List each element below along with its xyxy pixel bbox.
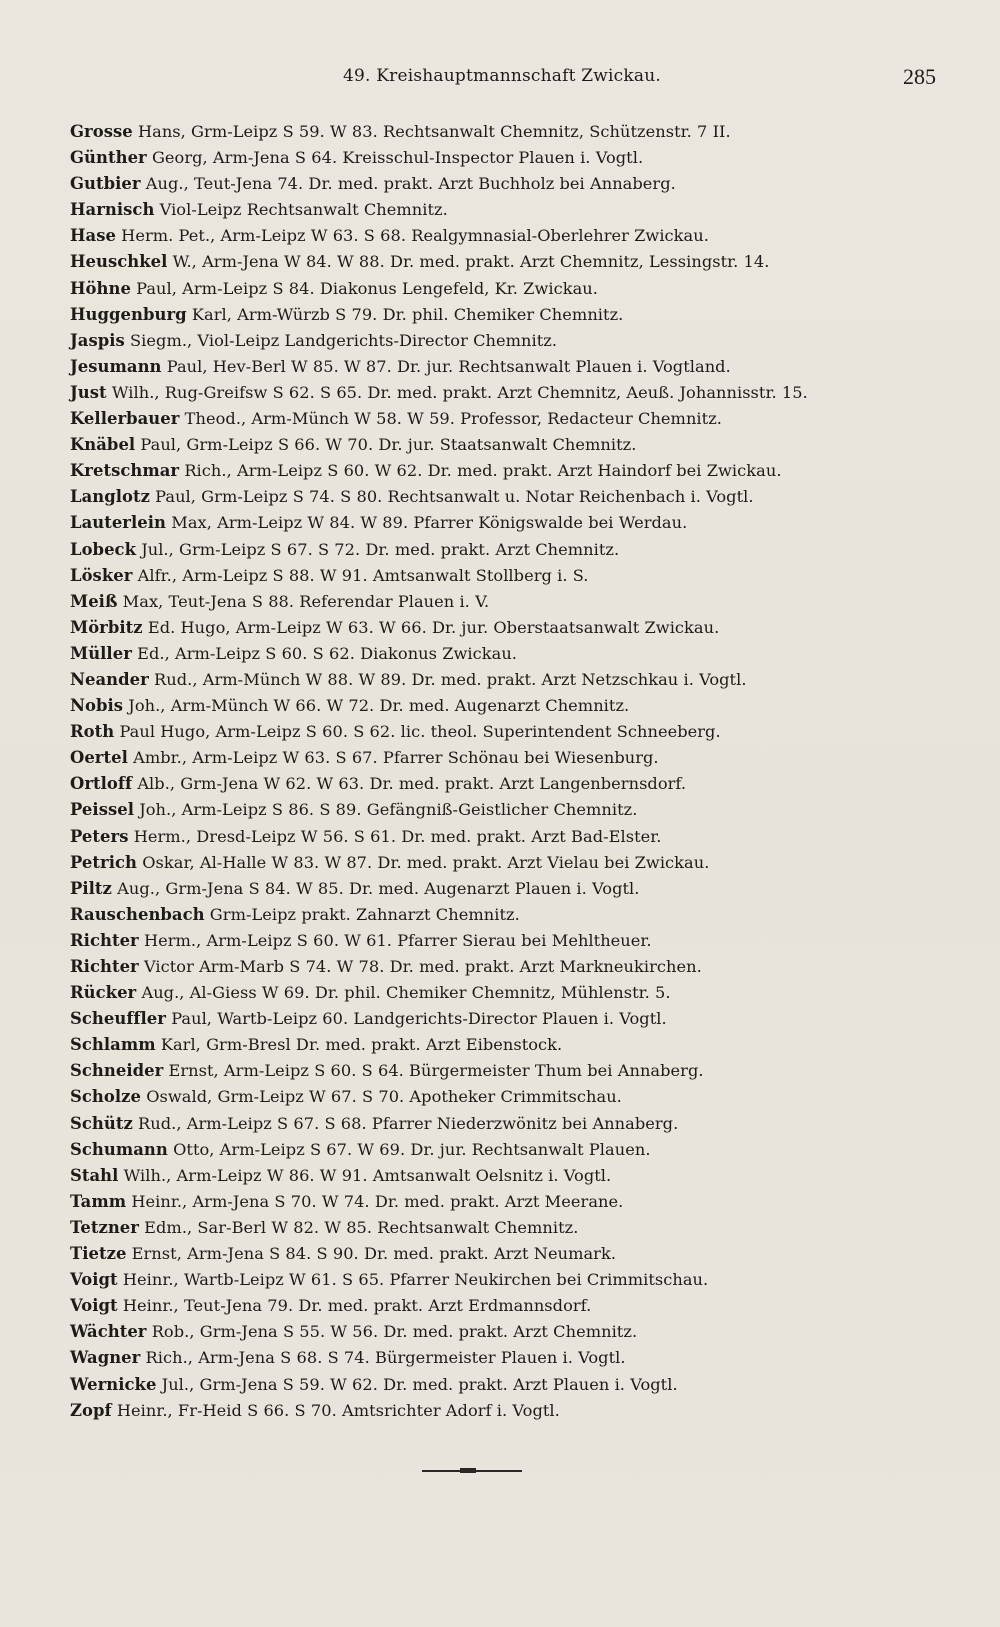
list-item [70,1241,970,1267]
member-surname: Gutbier [70,174,141,194]
member-surname: Schütz [70,1113,133,1133]
list-item [70,276,970,302]
list-item [70,1267,970,1293]
member-details: Jul., Grm-Leipz S 67. S 72. Dr. med. prakt. Arzt Chemnitz. [141,539,620,559]
list-item [70,1111,970,1137]
running-title: 49. Kreishauptmannschaft Zwickau. [343,66,661,86]
member-details: Aug., Grm-Jena S 84. W 85. Dr. med. Augenarzt Plauen i. Vogtl. [117,878,640,898]
member-details: Paul, Grm-Leipz S 74. S 80. Rechtsanwalt u. Notar Reichenbach i. Vogtl. [155,487,754,507]
member-details: Oskar, Al-Halle W 83. W 87. Dr. med. prakt. Arzt Vielau bei Zwickau. [142,852,710,872]
member-surname: Tietze [70,1244,127,1264]
member-surname: Peissel [70,800,134,820]
list-item [70,954,970,980]
member-surname: Scheuffler [70,1009,166,1029]
member-details: Paul, Arm-Leipz S 84. Diakonus Lengefeld, Kr. Zwickau. [136,278,598,298]
page-header [0,66,1000,98]
member-surname: Jaspis [70,330,125,350]
member-surname: Müller [70,643,132,663]
member-details: Karl, Arm-Würzb S 79. Dr. phil. Chemiker Chemnitz. [191,304,624,324]
list-item [70,641,970,667]
member-details: Oswald, Grm-Leipz W 67. S 70. Apotheker Crimmitschau. [146,1087,622,1107]
member-surname: Schumann [70,1139,168,1159]
page-number: 285 [903,64,936,89]
member-details: Ambr., Arm-Leipz W 63. S 67. Pfarrer Schönau bei Wiesenburg. [133,748,659,768]
member-surname: Petrich [70,852,137,872]
member-details: Siegm., Viol-Leipz Landgerichts-Director Chemnitz. [130,330,558,350]
member-surname: Richter [70,957,139,976]
member-details: Alfr., Arm-Leipz S 88. W 91. Amtsanwalt Stollberg i. S. [137,565,589,585]
list-item [70,797,970,823]
end-rule [422,1470,522,1472]
member-surname: Rauschenbach [70,904,205,924]
member-details: Ed. Hugo, Arm-Leipz W 63. W 66. Dr. jur. Oberstaatsanwalt Zwickau. [147,617,720,637]
list-item [70,537,970,563]
list-item [70,484,970,510]
list-item [70,1084,970,1110]
member-surname: Piltz [70,878,112,898]
list-item [70,719,970,745]
list-item [70,1372,970,1398]
list-item [70,458,970,484]
member-surname: Stahl [70,1165,119,1185]
member-details: Georg, Arm-Jena S 64. Kreisschul-Inspector Plauen i. Vogtl. [151,148,644,168]
member-surname: Voigt [70,1270,118,1290]
member-surname: Wächter [70,1322,147,1342]
member-surname: Huggenburg [70,304,187,324]
list-item [70,1058,970,1084]
member-details: Heinr., Arm-Jena S 70. W 74. Dr. med. prakt. Arzt Meerane. [131,1191,624,1211]
member-surname: Lauterlein [70,513,166,533]
member-surname: Ortloff [70,774,133,794]
member-surname: Nobis [70,696,124,716]
member-surname: Rücker [70,983,137,1003]
member-details: Theod., Arm-Münch W 58. W 59. Professor, Redacteur Chemnitz. [184,409,722,429]
member-surname: Meiß [70,591,118,611]
member-surname: Heuschkel [70,252,168,272]
member-details: Ernst, Arm-Leipz S 60. S 64. Bürgermeister Thum bei Annaberg. [168,1061,704,1081]
list-item [70,615,970,641]
member-details: Grm-Leipz prakt. Zahnarzt Chemnitz. [209,904,520,924]
member-surname: Knäbel [70,435,136,455]
list-item [70,354,970,380]
member-details: Rud., Arm-Münch W 88. W 89. Dr. med. prakt. Arzt Netzschkau i. Vogtl. [154,669,747,689]
member-details: Heinr., Fr-Heid S 66. S 70. Amtsrichter Adorf i. Vogtl. [116,1400,560,1420]
list-item [70,223,970,249]
member-surname: Jesumann [70,356,162,376]
member-details: Herm. Pet., Arm-Leipz W 63. S 68. Realgymnasial-Oberlehrer Zwickau. [121,226,709,246]
member-details: Heinr., Wartb-Leipz W 61. S 65. Pfarrer Neukirchen bei Crimmitschau. [122,1270,709,1290]
member-details: Paul, Hev-Berl W 85. W 87. Dr. jur. Rechtsanwalt Plauen i. Vogtland. [166,356,731,376]
member-surname: Kretschmar [70,461,180,481]
member-details: Ernst, Arm-Jena S 84. S 90. Dr. med. prakt. Arzt Neumark. [131,1244,617,1264]
member-details: Aug., Teut-Jena 74. Dr. med. prakt. Arzt Buchholz bei Annaberg. [145,174,676,194]
list-item [70,119,970,145]
member-details: Karl, Grm-Bresl Dr. med. prakt. Arzt Eibenstock. [160,1035,563,1055]
list-item [70,510,970,536]
member-surname: Lobeck [70,539,136,559]
member-surname: Richter [70,930,139,950]
member-surname: Scholze [70,1087,141,1107]
list-item [70,693,970,719]
member-details: Victor Arm-Marb S 74. W 78. Dr. med. prakt. Arzt Markneukirchen. [143,957,702,976]
member-surname: Höhne [70,278,131,298]
member-surname: Mörbitz [70,617,143,637]
member-details: Max, Arm-Leipz W 84. W 89. Pfarrer Königswalde bei Werdau. [171,513,688,533]
member-surname: Schlamm [70,1035,156,1055]
list-item [70,1293,970,1319]
member-surname: Just [70,382,107,402]
member-details: Rich., Arm-Leipz S 60. W 62. Dr. med. prakt. Arzt Haindorf bei Zwickau. [184,461,782,481]
member-details: Rud., Arm-Leipz S 67. S 68. Pfarrer Niederzwönitz bei Annaberg. [138,1113,679,1133]
list-item [70,1215,970,1241]
list-item [70,406,970,432]
list-item [70,1398,970,1424]
list-item [70,850,970,876]
member-details: Paul Hugo, Arm-Leipz S 60. S 62. lic. theol. Superintendent Schneeberg. [119,722,721,742]
member-details: Herm., Dresd-Leipz W 56. S 61. Dr. med. prakt. Arzt Bad-Elster. [133,826,662,846]
member-details: Joh., Arm-Leipz S 86. S 89. Gefängniß-Geistlicher Chemnitz. [139,800,638,820]
list-item [70,928,970,954]
member-details: Viol-Leipz Rechtsanwalt Chemnitz. [159,200,448,220]
list-item [70,745,970,771]
member-details: Joh., Arm-Münch W 66. W 72. Dr. med. Augenarzt Chemnitz. [128,696,630,716]
list-item [70,302,970,328]
member-surname: Zopf [70,1400,112,1420]
member-surname: Tetzner [70,1217,139,1237]
member-surname: Lösker [70,565,133,585]
member-surname: Wernicke [70,1374,157,1394]
member-surname: Günther [70,148,147,168]
member-details: Ed., Arm-Leipz S 60. S 62. Diakonus Zwickau. [137,643,517,663]
member-surname: Oertel [70,748,128,768]
member-details: Wilh., Arm-Leipz W 86. W 91. Amtsanwalt Oelsnitz i. Vogtl. [123,1165,612,1185]
member-details: Rob., Grm-Jena S 55. W 56. Dr. med. prakt. Arzt Chemnitz. [151,1322,638,1342]
member-surname: Roth [70,722,115,742]
list-item [70,771,970,797]
list-item [70,980,970,1006]
member-details: Hans, Grm-Leipz S 59. W 83. Rechtsanwalt Chemnitz, Schützenstr. 7 II. [137,122,731,141]
list-item [70,171,970,197]
member-surname: Neander [70,669,149,689]
list-item [70,589,970,615]
member-surname: Tamm [70,1191,127,1211]
list-item [70,902,970,928]
member-details: Heinr., Teut-Jena 79. Dr. med. prakt. Arzt Erdmannsdorf. [122,1296,592,1316]
member-surname: Harnisch [70,200,155,220]
list-item [70,1163,970,1189]
list-item [70,380,970,406]
member-details: Wilh., Rug-Greifsw S 62. S 65. Dr. med. prakt. Arzt Chemnitz, Aeuß. Johannisstr. 15. [111,382,808,402]
member-details: Rich., Arm-Jena S 68. S 74. Bürgermeister Plauen i. Vogtl. [145,1348,626,1368]
member-details: W., Arm-Jena W 84. W 88. Dr. med. prakt. Arzt Chemnitz, Lessingstr. 14. [172,252,770,272]
list-item [70,876,970,902]
member-details: Max, Teut-Jena S 88. Referendar Plauen i. V. [122,591,490,611]
list-item [70,1032,970,1058]
member-details: Paul, Grm-Leipz S 66. W 70. Dr. jur. Staatsanwalt Chemnitz. [140,435,637,455]
member-surname: Grosse [70,122,133,141]
member-details: Paul, Wartb-Leipz 60. Landgerichts-Director Plauen i. Vogtl. [171,1009,667,1029]
list-item [70,1137,970,1163]
member-details: Herm., Arm-Leipz S 60. W 61. Pfarrer Sierau bei Mehltheuer. [143,930,652,950]
member-details: Aug., Al-Giess W 69. Dr. phil. Chemiker Chemnitz, Mühlenstr. 5. [141,983,671,1003]
member-surname: Langlotz [70,487,150,507]
member-surname: Schneider [70,1061,164,1081]
list-item [70,1189,970,1215]
member-surname: Kellerbauer [70,409,180,429]
member-surname: Hase [70,226,116,246]
list-item [70,432,970,458]
list-item [70,145,970,171]
list-item [70,1006,970,1032]
member-details: Otto, Arm-Leipz S 67. W 69. Dr. jur. Rechtsanwalt Plauen. [173,1139,651,1159]
list-item [70,1319,970,1345]
list-item [70,328,970,354]
member-list [70,119,970,1424]
member-surname: Wagner [70,1348,141,1368]
member-surname: Peters [70,826,129,846]
member-surname: Voigt [70,1296,118,1316]
list-item [70,1345,970,1371]
list-item [70,824,970,850]
list-item [70,197,970,223]
list-item [70,563,970,589]
list-item [70,667,970,693]
end-rule-mark [460,1468,476,1473]
list-item [70,249,970,275]
member-details: Jul., Grm-Jena S 59. W 62. Dr. med. prakt. Arzt Plauen i. Vogtl. [161,1374,678,1394]
member-details: Alb., Grm-Jena W 62. W 63. Dr. med. prakt. Arzt Langenbernsdorf. [137,774,687,794]
member-details: Edm., Sar-Berl W 82. W 85. Rechtsanwalt Chemnitz. [144,1217,579,1237]
